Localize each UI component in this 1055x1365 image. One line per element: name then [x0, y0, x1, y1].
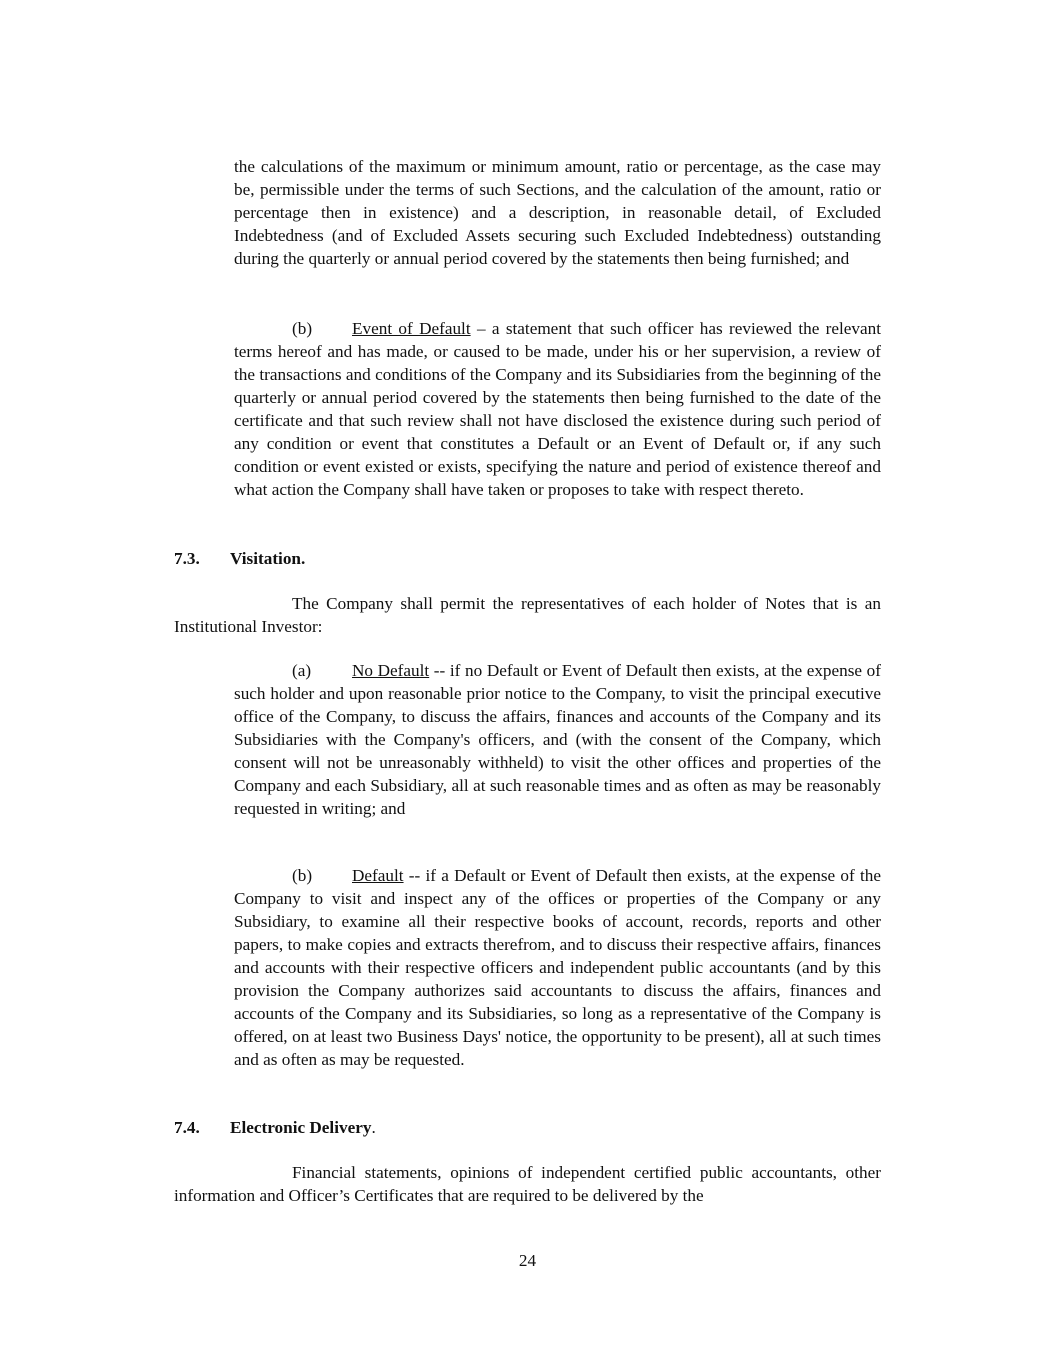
item-text: – a statement that such officer has reviewed the relevant terms hereof and has made, or caused to be made, under his or her supervision, a review of the transactions and conditions of the Company and its Subsidiaries from the beginning of the quarterly or annual period covered by the statements then being furnished to the date of the certificate and that such review shall not have disclosed the existence during such period of any condition or event that constitutes a Default or an Event of Default or, if any such condition or event existed or exists, specifying the nature and period of existence thereof and what action the Company shall have taken or proposes to take with respect thereto. — [234, 319, 881, 499]
page-number: 24 — [518, 1251, 537, 1270]
item-title: Event of Default — [352, 319, 471, 338]
section-7-4-intro: Financial statements, opinions of independent certified public accountants, other information and Officer’s Certificates that are required to be delivered by the — [174, 1163, 881, 1205]
no-default-paragraph — [234, 659, 881, 820]
section-7-3-intro: The Company shall permit the representatives of each holder of Notes that is an Institutional Investor: — [174, 594, 881, 636]
item-text: -- if a Default or Event of Default then exists, at the expense of the Company to visit and inspect any of the offices or properties of the Company or any Subsidiary, to examine all their respective books of account, records, reports and other papers, to make copies and extracts therefrom, and to discuss their respective affairs, finances and accounts with their respective officers and independent public accountants (and by this provision the Company authorizes said accountants to discuss the affairs, finances and accounts of the Company and its Subsidiaries, so long as a representative of the Company is offered, on at least two Business Days' notice, the opportunity to be present), all at such times and as often as may be requested. — [234, 866, 881, 1069]
item-label: (b) — [292, 319, 313, 338]
item-label: (a) — [292, 661, 312, 680]
section-title: Electronic Delivery — [230, 1118, 372, 1137]
section-heading-7-3 — [174, 547, 305, 570]
default-paragraph — [234, 864, 881, 1071]
section-heading-7-4 — [174, 1116, 376, 1139]
section-title-punct: . — [371, 1118, 376, 1137]
item-text: -- if no Default or Event of Default then exists, at the expense of such holder and upon reasonable prior notice to the Company, to visit the principal executive office of the Company, to discuss the affairs, finances and accounts of the Company and its Subsidiaries with the Company's officers, and (with the consent of the Company, which consent will not be unreasonably withheld) to visit the other offices and properties of the Company and each Subsidiary, all at such reasonable times and as often as may be reasonably requested in writing; and — [234, 661, 881, 818]
item-label: (b) — [292, 866, 313, 885]
item-title: Default — [352, 866, 404, 885]
event-of-default-paragraph — [234, 317, 881, 501]
section-title: Visitation. — [230, 549, 306, 568]
item-title: No Default — [352, 661, 430, 680]
section-number: 7.4. — [174, 1118, 200, 1137]
continuation-paragraph: the calculations of the maximum or minimum amount, ratio or percentage, as the case may be, permissible under the terms of such Sections, and the calculation of the amount, ratio or percentage then in existence) and a description, in reasonable detail, of Excluded Indebtedness (and of Excluded Assets securing such Excluded Indebtedness) outstanding during the quarterly or annual period covered by the statements then being furnished; and — [234, 157, 881, 268]
section-number: 7.3. — [174, 549, 200, 568]
